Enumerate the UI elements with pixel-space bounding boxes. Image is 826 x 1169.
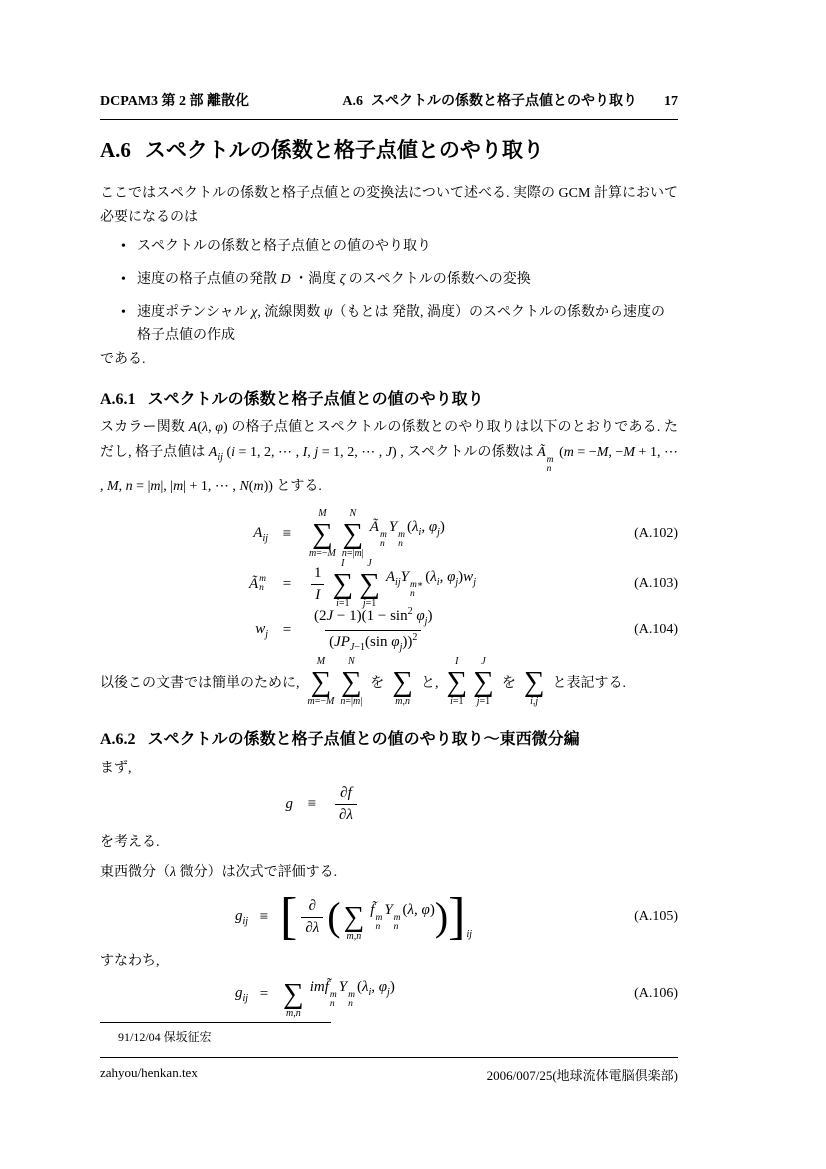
notation-paragraph bbox=[100, 656, 678, 708]
bullet-text: スペクトルの係数と格子点値との値のやり取り bbox=[137, 239, 431, 254]
numerator: 1 bbox=[314, 564, 322, 581]
sum-upper-limit: I bbox=[341, 558, 345, 569]
numerator: $(2J - 1)(1 - \sin^2 \varphi_j)$ bbox=[314, 606, 433, 627]
summation-symbol bbox=[392, 656, 413, 708]
sum-lower-limit: m=−M bbox=[309, 548, 336, 559]
header-section-title: スペクトルの係数と格子点値とのやり取り bbox=[371, 92, 637, 108]
equation-lhs: g bbox=[285, 795, 293, 812]
summation-symbol bbox=[333, 558, 354, 610]
sum-upper-limit: J bbox=[481, 656, 486, 667]
sigma-icon: ∑ bbox=[332, 568, 354, 600]
bracket-subscript: ij bbox=[466, 929, 473, 940]
sum-upper-limit: M bbox=[318, 508, 327, 519]
relation-symbol: = bbox=[259, 985, 269, 1002]
intro-paragraph: ここではスペクトルの係数と格子点値との変換法について述べる. 実際の GCM 計算において必要になるのは bbox=[100, 186, 678, 225]
equation-rhs bbox=[280, 887, 620, 945]
equation-lhs: Ã m n bbox=[248, 573, 266, 593]
equation-rhs bbox=[331, 784, 620, 825]
notation-text: と表記する. bbox=[552, 676, 627, 691]
bullet-text: 速度ポテンシャル χ, 流線関数 ψ（もとは 発散, 渦度）のスペクトルの係数から速度の格子点値の作成 bbox=[137, 305, 666, 343]
relation-symbol: ≡ bbox=[259, 908, 269, 925]
footer-right: 2006/007/25(地球流体電脳倶楽部) bbox=[486, 1068, 678, 1083]
equation-label: (A.106) bbox=[634, 986, 678, 1001]
bullet-text: 速度の格子点値の発散 D ・渦度 ζ のスペクトルの係数への変換 bbox=[137, 272, 531, 287]
sum-lower-limit: m,n bbox=[395, 696, 410, 707]
left-bracket: [ bbox=[280, 887, 298, 945]
page-footer bbox=[100, 1057, 678, 1084]
sigma-icon: ∑ bbox=[342, 518, 364, 550]
relation-symbol: = bbox=[282, 575, 292, 592]
sum-lower-limit: m=−M bbox=[307, 696, 335, 707]
numerator: ∂ bbox=[308, 897, 316, 914]
relation-symbol: ≡ bbox=[282, 525, 292, 542]
page-number: 17 bbox=[664, 94, 678, 109]
fraction bbox=[310, 606, 436, 654]
equation-lhs: $g_{ij}$ bbox=[234, 907, 248, 927]
relation-symbol: ≡ bbox=[307, 795, 317, 812]
summation-symbol bbox=[340, 656, 362, 708]
summation-symbol bbox=[473, 656, 494, 708]
sum-upper-limit: J bbox=[367, 558, 372, 569]
equation-rhs bbox=[280, 968, 620, 1020]
sigma-icon: ∑ bbox=[312, 518, 333, 550]
section-number: A.6 bbox=[100, 138, 131, 162]
summation-symbol bbox=[524, 656, 545, 708]
sum-lower-limit: i=1 bbox=[450, 696, 464, 707]
body-text: すなわち, bbox=[100, 954, 160, 969]
sigma-icon: ∑ bbox=[283, 978, 304, 1010]
denominator: I bbox=[311, 584, 324, 605]
sigma-icon: ∑ bbox=[343, 901, 365, 933]
sum-lower-limit: j=1 bbox=[476, 696, 491, 707]
sigma-icon: ∑ bbox=[340, 666, 362, 698]
numerator: ∂f bbox=[340, 784, 352, 801]
sigma-icon: ∑ bbox=[446, 666, 468, 698]
subsection-title-a61 bbox=[100, 386, 678, 409]
fraction bbox=[301, 897, 323, 938]
fraction bbox=[335, 784, 357, 825]
page-header bbox=[100, 90, 678, 120]
header-left: DCPAM3 第 2 部 離散化 bbox=[100, 94, 250, 109]
subsection-number: A.6.1 bbox=[100, 391, 136, 408]
summation-symbol bbox=[359, 558, 380, 610]
sum-lower-limit: m,n bbox=[346, 931, 362, 942]
sum-upper-limit: M bbox=[316, 656, 326, 667]
body-text: を考える. bbox=[100, 835, 160, 850]
header-section bbox=[342, 90, 637, 110]
notation-text: と, bbox=[420, 676, 439, 691]
equation-lhs: $A_{ij}$ bbox=[253, 524, 268, 544]
sum-lower-limit: j=1 bbox=[362, 598, 377, 609]
header-section-number: A.6 bbox=[342, 94, 363, 109]
sigma-icon: ∑ bbox=[310, 666, 332, 698]
equation-label: (A.102) bbox=[634, 526, 678, 541]
equation-term: $A_{ij}Y$ m∗ n ($\lambda_i$, $\varphi_j)w_j$ bbox=[385, 568, 476, 599]
equation-label: (A.104) bbox=[634, 622, 678, 637]
subsection-title-text: スペクトルの係数と格子点値との値のやり取り bbox=[147, 391, 484, 408]
equation-lhs: $g_{ij}$ bbox=[234, 984, 248, 1004]
section-title-text: スペクトルの係数と格子点値とのやり取り bbox=[144, 139, 544, 162]
equation-a106 bbox=[100, 968, 678, 1020]
denominator: ∂λ bbox=[335, 804, 357, 825]
bullet-icon: • bbox=[121, 239, 126, 254]
section-title bbox=[100, 134, 678, 164]
fraction bbox=[310, 564, 326, 605]
sum-upper-limit: I bbox=[455, 656, 459, 667]
bullet-list bbox=[100, 235, 678, 357]
equation-a105 bbox=[100, 886, 678, 948]
equation-rhs bbox=[306, 558, 620, 610]
right-paren: ) bbox=[434, 894, 449, 939]
summation-symbol bbox=[344, 891, 365, 943]
equation-term: imf̃ m n Y m n ($\lambda_i$, $\varphi_j$) bbox=[309, 978, 395, 1009]
sigma-icon: ∑ bbox=[473, 666, 494, 698]
bullet-icon: • bbox=[121, 272, 126, 287]
bullet-item bbox=[100, 301, 678, 347]
body-paragraph: スカラー関数 A(λ, φ) の格子点値とスペクトルの係数とのやり取りは以下のとおりである. ただし, 格子点値は $A_{ij}$ (i = 1, 2, ⋯ , I, j = 1, 2, ⋯ , J) , スペクトルの係数は Ã m n (m = −M, −M + 1, ⋯ , M, n = |m|, |m| + 1, ⋯ , N(m)) とする. bbox=[100, 420, 679, 494]
footnote bbox=[100, 1022, 678, 1045]
body-text: 東西微分（λ 微分）は次式で評価する. bbox=[100, 865, 338, 880]
equation-a104 bbox=[100, 604, 678, 656]
sum-lower-limit: n=|m| bbox=[340, 696, 363, 707]
notation-text: を bbox=[501, 676, 516, 691]
sum-upper-limit: N bbox=[347, 656, 355, 667]
denominator: ($JP_{J-1}(\sin$ $\varphi_j))^2$ bbox=[325, 630, 421, 655]
sigma-icon: ∑ bbox=[523, 666, 545, 698]
body-text: まず, bbox=[100, 761, 132, 776]
notation-text: 以後この文書では簡単のために, bbox=[100, 676, 300, 691]
summation-symbol bbox=[283, 968, 304, 1020]
footnote-rule bbox=[100, 1022, 331, 1023]
sigma-icon: ∑ bbox=[359, 568, 380, 600]
left-paren: ( bbox=[327, 894, 341, 939]
sum-lower-limit: m,n bbox=[285, 1008, 301, 1019]
summation-symbol bbox=[308, 656, 335, 708]
bullet-item bbox=[100, 235, 678, 258]
sum-lower-limit: i=1 bbox=[336, 598, 350, 609]
denominator: ∂λ bbox=[301, 917, 323, 938]
equation-label: (A.105) bbox=[634, 909, 678, 924]
sum-upper-limit: N bbox=[349, 508, 357, 519]
footnote-text: 91/12/04 保坂征宏 bbox=[118, 1030, 212, 1044]
sum-lower-limit: n=|m| bbox=[341, 548, 364, 559]
bullet-item bbox=[100, 268, 678, 291]
equation-g bbox=[100, 782, 678, 826]
equation-label: (A.103) bbox=[634, 576, 678, 591]
right-bracket: ] bbox=[448, 887, 466, 945]
closing-text: である. bbox=[100, 352, 146, 367]
footer-left: zahyou/henkan.tex bbox=[100, 1065, 198, 1080]
subsection-title-a62 bbox=[100, 726, 678, 749]
relation-symbol: = bbox=[282, 621, 292, 638]
subsection-title-text: スペクトルの係数と格子点値との値のやり取り〜東西微分編 bbox=[147, 731, 580, 748]
equation-term: f̃ m n Y m n (λ, φ) bbox=[370, 901, 435, 932]
equation-rhs bbox=[306, 606, 620, 654]
equation-term: Ã m n Y m n ($\lambda_i$, $\varphi_j$) bbox=[369, 518, 445, 549]
equation-lhs: $w_j$ bbox=[255, 620, 268, 640]
bullet-icon: • bbox=[121, 305, 126, 320]
sigma-icon: ∑ bbox=[392, 666, 413, 698]
sum-lower-limit: i,j bbox=[530, 696, 539, 707]
summation-symbol bbox=[446, 656, 467, 708]
notation-text: を bbox=[370, 676, 385, 691]
subsection-number: A.6.2 bbox=[100, 731, 136, 748]
